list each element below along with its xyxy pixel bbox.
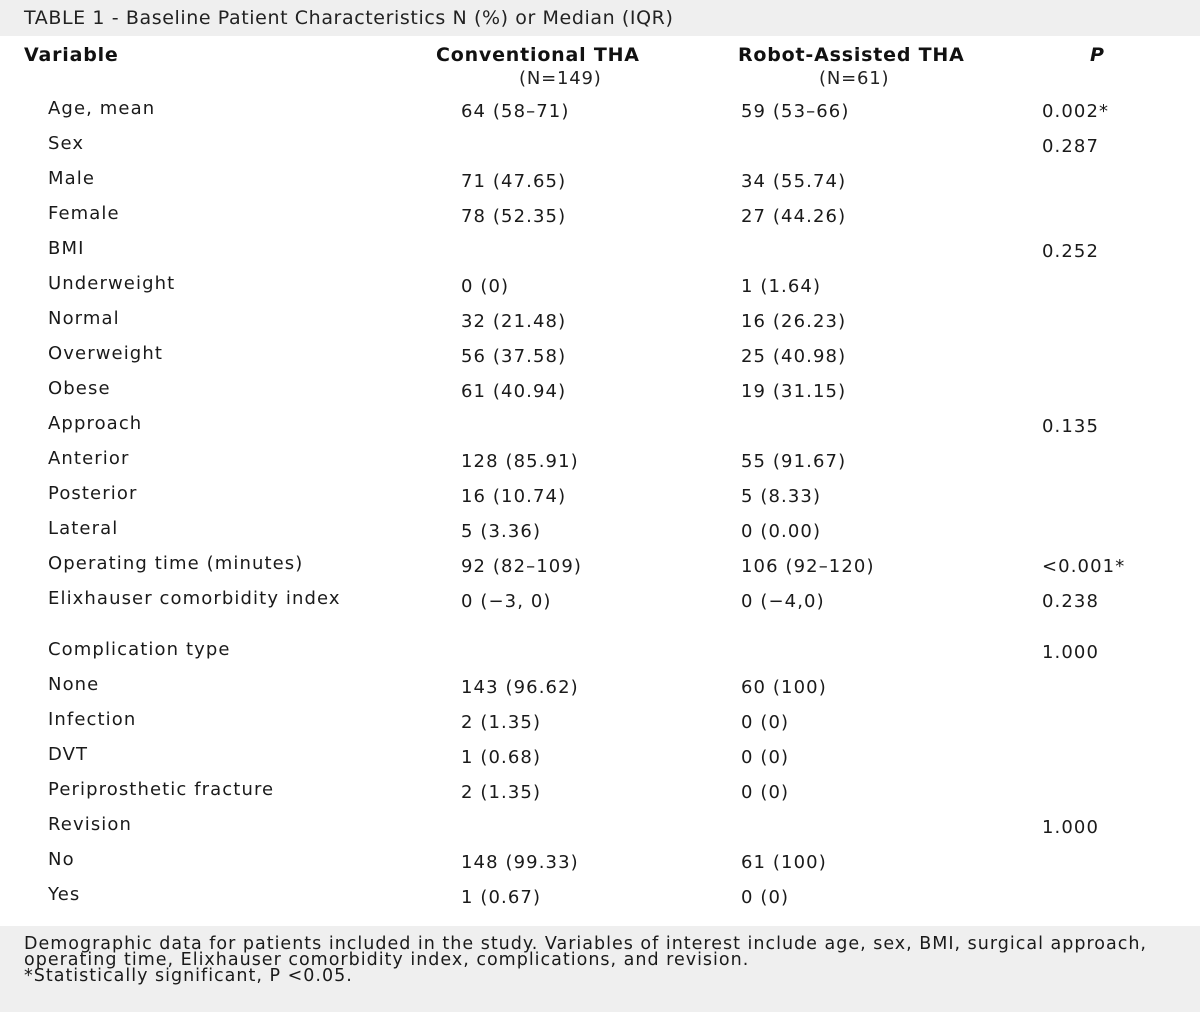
row-variable: Periprosthetic fracture: [48, 779, 275, 800]
row-conventional-value: 143 (96.62): [461, 677, 579, 698]
row-conventional-value: 148 (99.33): [461, 852, 579, 873]
row-variable: Anterior: [48, 448, 130, 469]
table-row: [0, 98, 1200, 135]
row-conventional-value: 56 (37.58): [461, 346, 567, 367]
table-row: [0, 588, 1200, 625]
row-conventional-value: 5 (3.36): [461, 521, 542, 542]
header-variable: Variable: [24, 44, 119, 66]
row-variable: Female: [48, 203, 120, 224]
table-row: [0, 273, 1200, 310]
row-conventional-value: 71 (47.65): [461, 171, 567, 192]
row-variable: DVT: [48, 744, 89, 765]
header-robot-n: (N=61): [819, 68, 890, 89]
table-row: [0, 709, 1200, 746]
row-conventional-value: 78 (52.35): [461, 206, 567, 227]
table-row: [0, 203, 1200, 240]
footnote-description: Demographic data for patients included in the study. Variables of interest include age, sex, BMI, surgical approach, operating time, Elixhauser comorbidity index, complications, and revision.: [24, 934, 1147, 970]
row-robot-value: 0 (0): [741, 782, 790, 803]
row-variable: Lateral: [48, 518, 119, 539]
row-robot-value: 19 (31.15): [741, 381, 847, 402]
table-row: [0, 814, 1200, 851]
row-variable: Revision: [48, 814, 133, 835]
header-robot: Robot-Assisted THA: [738, 44, 965, 66]
row-robot-value: 0 (0): [741, 887, 790, 908]
row-variable: Obese: [48, 378, 111, 399]
table-row: [0, 553, 1200, 590]
row-robot-value: 5 (8.33): [741, 486, 822, 507]
row-robot-value: 0 (−4,0): [741, 591, 825, 612]
row-p-value: 1.000: [1042, 817, 1100, 838]
row-robot-value: 34 (55.74): [741, 171, 847, 192]
row-robot-value: 27 (44.26): [741, 206, 847, 227]
row-p-value: 0.252: [1042, 241, 1100, 262]
row-p-value: 0.135: [1042, 416, 1100, 437]
row-robot-value: 0 (0): [741, 747, 790, 768]
row-conventional-value: 16 (10.74): [461, 486, 567, 507]
table-row: [0, 308, 1200, 345]
row-conventional-value: 2 (1.35): [461, 782, 542, 803]
table-row: [0, 849, 1200, 886]
row-robot-value: 16 (26.23): [741, 311, 847, 332]
row-conventional-value: 128 (85.91): [461, 451, 579, 472]
row-robot-value: 0 (0.00): [741, 521, 822, 542]
row-variable: No: [48, 849, 75, 870]
footnote-significance: *Statistically significant, P <0.05.: [24, 966, 353, 986]
row-p-value: 0.238: [1042, 591, 1100, 612]
row-variable: Complication type: [48, 639, 231, 660]
row-variable: Yes: [48, 884, 81, 905]
table-row: [0, 378, 1200, 415]
row-conventional-value: 61 (40.94): [461, 381, 567, 402]
row-variable: None: [48, 674, 100, 695]
table-row: [0, 884, 1200, 921]
table-caption: TABLE 1 - Baseline Patient Characteristics N (%) or Median (IQR): [0, 0, 1200, 36]
row-p-value: <0.001*: [1042, 556, 1126, 577]
table-row: [0, 238, 1200, 275]
table-row: [0, 343, 1200, 380]
header-conventional-n: (N=149): [519, 68, 602, 89]
row-variable: Operating time (minutes): [48, 553, 304, 574]
table-row: [0, 639, 1200, 676]
row-robot-value: 25 (40.98): [741, 346, 847, 367]
row-robot-value: 1 (1.64): [741, 276, 822, 297]
table-row: [0, 448, 1200, 485]
row-p-value: 0.002*: [1042, 101, 1110, 122]
row-conventional-value: 0 (−3, 0): [461, 591, 552, 612]
row-conventional-value: 32 (21.48): [461, 311, 567, 332]
row-conventional-value: 92 (82–109): [461, 556, 583, 577]
row-variable: Underweight: [48, 273, 176, 294]
row-conventional-value: 1 (0.67): [461, 887, 542, 908]
header-p-value: P: [1090, 44, 1105, 66]
table-row: [0, 674, 1200, 711]
row-variable: BMI: [48, 238, 85, 259]
table-row: [0, 133, 1200, 170]
row-robot-value: 0 (0): [741, 712, 790, 733]
row-conventional-value: 64 (58–71): [461, 101, 570, 122]
row-variable: Infection: [48, 709, 137, 730]
row-variable: Male: [48, 168, 96, 189]
row-variable: Sex: [48, 133, 85, 154]
row-robot-value: 55 (91.67): [741, 451, 847, 472]
row-robot-value: 61 (100): [741, 852, 827, 873]
row-variable: Posterior: [48, 483, 138, 504]
table-row: [0, 168, 1200, 205]
header-conventional: Conventional THA: [436, 44, 640, 66]
row-robot-value: 60 (100): [741, 677, 827, 698]
row-variable: Approach: [48, 413, 143, 434]
baseline-characteristics-table: [0, 36, 1200, 926]
row-robot-value: 59 (53–66): [741, 101, 850, 122]
row-conventional-value: 0 (0): [461, 276, 510, 297]
row-p-value: 0.287: [1042, 136, 1100, 157]
row-conventional-value: 2 (1.35): [461, 712, 542, 733]
table-row: [0, 744, 1200, 781]
row-robot-value: 106 (92–120): [741, 556, 875, 577]
row-p-value: 1.000: [1042, 642, 1100, 663]
row-conventional-value: 1 (0.68): [461, 747, 542, 768]
table-row: [0, 483, 1200, 520]
table-footnote: [0, 926, 1200, 1012]
row-variable: Elixhauser comorbidity index: [48, 588, 341, 609]
row-variable: Normal: [48, 308, 120, 329]
table-row: [0, 518, 1200, 555]
row-variable: Overweight: [48, 343, 163, 364]
table-row: [0, 779, 1200, 816]
row-variable: Age, mean: [48, 98, 156, 119]
table-row: [0, 413, 1200, 450]
